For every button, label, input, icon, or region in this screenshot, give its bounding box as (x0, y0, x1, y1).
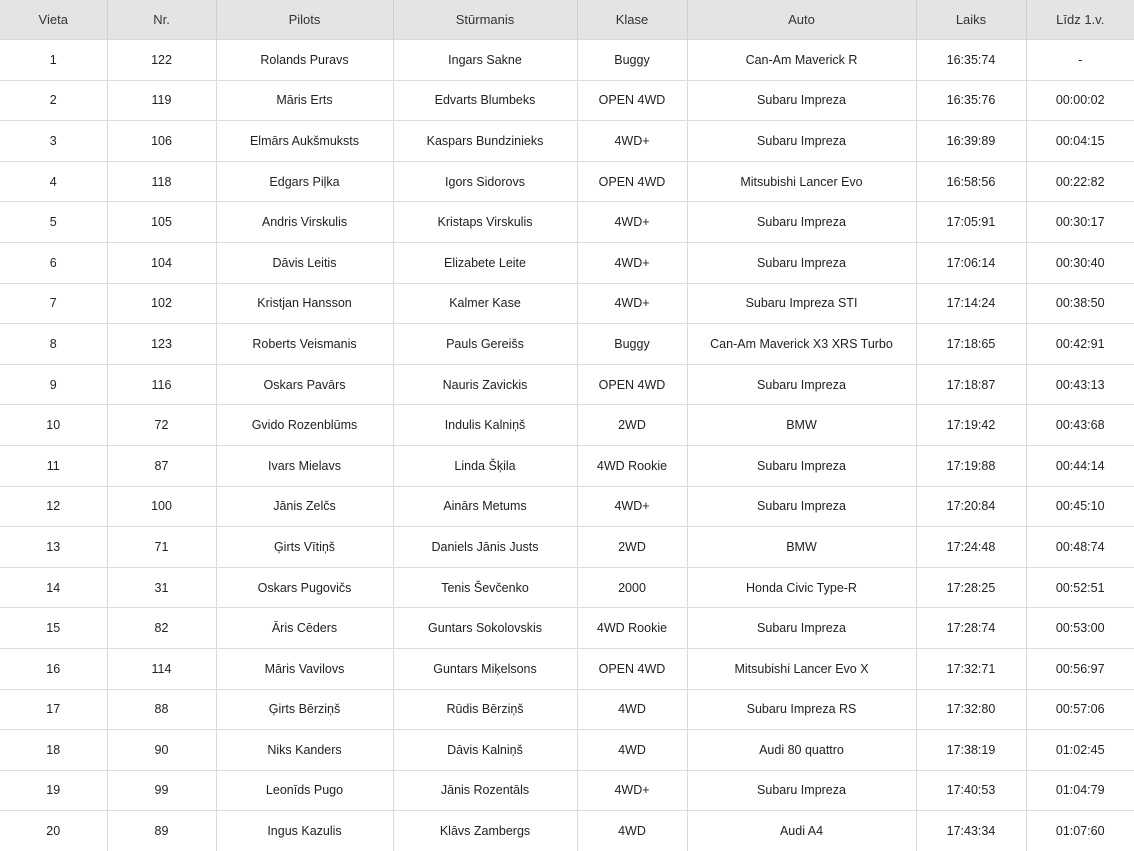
cell-auto: Subaru Impreza (687, 608, 916, 649)
header-pilots[interactable]: Pilots (216, 0, 393, 40)
cell-pilots: Jānis Zelčs (216, 486, 393, 527)
cell-lidz-1v: 00:48:74 (1026, 527, 1134, 568)
cell-vieta: 18 (0, 730, 107, 771)
cell-lidz-1v: 00:43:68 (1026, 405, 1134, 446)
cell-auto: Subaru Impreza (687, 121, 916, 162)
table-row (0, 161, 1134, 202)
cell-pilots: Leonīds Pugo (216, 770, 393, 811)
cell-laiks: 17:43:34 (916, 811, 1026, 851)
cell-laiks: 17:18:87 (916, 364, 1026, 405)
cell-lidz-1v: 00:00:02 (1026, 80, 1134, 121)
cell-klase: 4WD (577, 730, 687, 771)
cell-pilots: Rolands Puravs (216, 40, 393, 81)
cell-klase: 2000 (577, 567, 687, 608)
cell-sturmanis: Dāvis Kalniņš (393, 730, 577, 771)
cell-nr: 87 (107, 445, 216, 486)
header-klase[interactable]: Klase (577, 0, 687, 40)
cell-vieta: 16 (0, 648, 107, 689)
cell-nr: 123 (107, 324, 216, 365)
cell-sturmanis: Kristaps Virskulis (393, 202, 577, 243)
cell-laiks: 17:40:53 (916, 770, 1026, 811)
cell-laiks: 17:32:71 (916, 648, 1026, 689)
cell-sturmanis: Kalmer Kase (393, 283, 577, 324)
cell-auto: BMW (687, 405, 916, 446)
cell-klase: 4WD (577, 689, 687, 730)
cell-sturmanis: Pauls Gereišs (393, 324, 577, 365)
cell-lidz-1v: 00:45:10 (1026, 486, 1134, 527)
cell-klase: 4WD+ (577, 242, 687, 283)
table-row (0, 486, 1134, 527)
cell-klase: 4WD+ (577, 202, 687, 243)
cell-pilots: Dāvis Leitis (216, 242, 393, 283)
cell-nr: 114 (107, 648, 216, 689)
cell-nr: 122 (107, 40, 216, 81)
cell-auto: Subaru Impreza (687, 486, 916, 527)
cell-klase: 4WD Rookie (577, 608, 687, 649)
cell-laiks: 17:14:24 (916, 283, 1026, 324)
cell-klase: OPEN 4WD (577, 648, 687, 689)
cell-nr: 105 (107, 202, 216, 243)
cell-sturmanis: Kaspars Bundzinieks (393, 121, 577, 162)
cell-klase: OPEN 4WD (577, 161, 687, 202)
cell-laiks: 17:18:65 (916, 324, 1026, 365)
table-row (0, 445, 1134, 486)
cell-pilots: Oskars Pavārs (216, 364, 393, 405)
cell-laiks: 17:28:74 (916, 608, 1026, 649)
table-row (0, 80, 1134, 121)
table-row (0, 567, 1134, 608)
cell-pilots: Kristjan Hansson (216, 283, 393, 324)
cell-vieta: 6 (0, 242, 107, 283)
cell-nr: 116 (107, 364, 216, 405)
cell-sturmanis: Rūdis Bērziņš (393, 689, 577, 730)
table-row (0, 40, 1134, 81)
table-row (0, 811, 1134, 851)
cell-vieta: 13 (0, 527, 107, 568)
cell-vieta: 1 (0, 40, 107, 81)
cell-laiks: 17:38:19 (916, 730, 1026, 771)
table-row (0, 689, 1134, 730)
table-row (0, 324, 1134, 365)
cell-lidz-1v: 00:04:15 (1026, 121, 1134, 162)
cell-sturmanis: Daniels Jānis Justs (393, 527, 577, 568)
cell-auto: Subaru Impreza (687, 80, 916, 121)
cell-lidz-1v: 01:04:79 (1026, 770, 1134, 811)
cell-nr: 89 (107, 811, 216, 851)
results-body (0, 40, 1134, 851)
cell-sturmanis: Indulis Kalniņš (393, 405, 577, 446)
header-auto[interactable]: Auto (687, 0, 916, 40)
cell-klase: OPEN 4WD (577, 364, 687, 405)
cell-vieta: 15 (0, 608, 107, 649)
cell-auto: Mitsubishi Lancer Evo (687, 161, 916, 202)
cell-laiks: 16:58:56 (916, 161, 1026, 202)
cell-pilots: Ģirts Bērziņš (216, 689, 393, 730)
cell-lidz-1v: 00:53:00 (1026, 608, 1134, 649)
cell-sturmanis: Ingars Sakne (393, 40, 577, 81)
cell-vieta: 7 (0, 283, 107, 324)
header-nr[interactable]: Nr. (107, 0, 216, 40)
cell-sturmanis: Tenis Ševčenko (393, 567, 577, 608)
cell-auto: Subaru Impreza (687, 770, 916, 811)
cell-pilots: Ģirts Vītiņš (216, 527, 393, 568)
cell-lidz-1v: 00:52:51 (1026, 567, 1134, 608)
cell-laiks: 17:32:80 (916, 689, 1026, 730)
table-row (0, 648, 1134, 689)
cell-sturmanis: Jānis Rozentāls (393, 770, 577, 811)
table-row (0, 405, 1134, 446)
cell-pilots: Ingus Kazulis (216, 811, 393, 851)
cell-lidz-1v: 00:42:91 (1026, 324, 1134, 365)
cell-vieta: 17 (0, 689, 107, 730)
cell-pilots: Edgars Piļka (216, 161, 393, 202)
cell-sturmanis: Guntars Miķelsons (393, 648, 577, 689)
cell-nr: 71 (107, 527, 216, 568)
cell-sturmanis: Linda Šķila (393, 445, 577, 486)
cell-auto: Subaru Impreza STI (687, 283, 916, 324)
cell-auto: Subaru Impreza (687, 364, 916, 405)
table-row (0, 283, 1134, 324)
cell-sturmanis: Guntars Sokolovskis (393, 608, 577, 649)
cell-vieta: 3 (0, 121, 107, 162)
cell-laiks: 17:05:91 (916, 202, 1026, 243)
cell-pilots: Māris Vavilovs (216, 648, 393, 689)
cell-klase: 4WD+ (577, 486, 687, 527)
table-row (0, 730, 1134, 771)
cell-lidz-1v: 00:57:06 (1026, 689, 1134, 730)
cell-klase: 4WD (577, 811, 687, 851)
cell-vieta: 20 (0, 811, 107, 851)
cell-pilots: Āris Cēders (216, 608, 393, 649)
cell-nr: 106 (107, 121, 216, 162)
cell-lidz-1v: 00:38:50 (1026, 283, 1134, 324)
table-row (0, 770, 1134, 811)
cell-vieta: 12 (0, 486, 107, 527)
cell-sturmanis: Klāvs Zambergs (393, 811, 577, 851)
cell-klase: 2WD (577, 527, 687, 568)
cell-nr: 72 (107, 405, 216, 446)
cell-laiks: 17:24:48 (916, 527, 1026, 568)
cell-laiks: 17:28:25 (916, 567, 1026, 608)
cell-pilots: Gvido Rozenblūms (216, 405, 393, 446)
table-row (0, 242, 1134, 283)
cell-nr: 82 (107, 608, 216, 649)
cell-laiks: 16:35:76 (916, 80, 1026, 121)
cell-auto: Can-Am Maverick X3 XRS Turbo (687, 324, 916, 365)
table-row (0, 608, 1134, 649)
cell-laiks: 17:20:84 (916, 486, 1026, 527)
cell-nr: 99 (107, 770, 216, 811)
cell-nr: 104 (107, 242, 216, 283)
cell-klase: 4WD+ (577, 121, 687, 162)
header-lidz-1v[interactable]: Līdz 1.v. (1026, 0, 1134, 40)
cell-pilots: Elmārs Aukšmuksts (216, 121, 393, 162)
cell-klase: 4WD+ (577, 283, 687, 324)
cell-klase: 4WD Rookie (577, 445, 687, 486)
cell-laiks: 16:35:74 (916, 40, 1026, 81)
cell-nr: 100 (107, 486, 216, 527)
cell-pilots: Ivars Mielavs (216, 445, 393, 486)
cell-auto: Mitsubishi Lancer Evo X (687, 648, 916, 689)
cell-auto: Honda Civic Type-R (687, 567, 916, 608)
cell-pilots: Andris Virskulis (216, 202, 393, 243)
cell-auto: Subaru Impreza (687, 445, 916, 486)
cell-nr: 119 (107, 80, 216, 121)
cell-nr: 88 (107, 689, 216, 730)
table-row (0, 364, 1134, 405)
cell-auto: BMW (687, 527, 916, 568)
cell-nr: 102 (107, 283, 216, 324)
cell-laiks: 17:19:42 (916, 405, 1026, 446)
cell-pilots: Roberts Veismanis (216, 324, 393, 365)
cell-lidz-1v: 00:44:14 (1026, 445, 1134, 486)
cell-pilots: Māris Erts (216, 80, 393, 121)
cell-laiks: 17:19:88 (916, 445, 1026, 486)
cell-vieta: 11 (0, 445, 107, 486)
cell-vieta: 9 (0, 364, 107, 405)
cell-auto: Audi A4 (687, 811, 916, 851)
cell-auto: Subaru Impreza (687, 202, 916, 243)
cell-laiks: 16:39:89 (916, 121, 1026, 162)
cell-vieta: 5 (0, 202, 107, 243)
cell-vieta: 2 (0, 80, 107, 121)
cell-sturmanis: Nauris Zavickis (393, 364, 577, 405)
cell-pilots: Oskars Pugovičs (216, 567, 393, 608)
table-row (0, 527, 1134, 568)
cell-klase: OPEN 4WD (577, 80, 687, 121)
cell-lidz-1v: 01:07:60 (1026, 811, 1134, 851)
cell-nr: 90 (107, 730, 216, 771)
cell-vieta: 8 (0, 324, 107, 365)
cell-auto: Subaru Impreza RS (687, 689, 916, 730)
cell-sturmanis: Edvarts Blumbeks (393, 80, 577, 121)
cell-sturmanis: Elizabete Leite (393, 242, 577, 283)
header-vieta[interactable]: Vieta (0, 0, 107, 40)
table-row (0, 202, 1134, 243)
cell-vieta: 10 (0, 405, 107, 446)
cell-klase: 2WD (577, 405, 687, 446)
cell-auto: Can-Am Maverick R (687, 40, 916, 81)
header-laiks[interactable]: Laiks (916, 0, 1026, 40)
cell-lidz-1v: 00:30:40 (1026, 242, 1134, 283)
cell-vieta: 14 (0, 567, 107, 608)
table-row (0, 121, 1134, 162)
cell-sturmanis: Ainārs Metums (393, 486, 577, 527)
header-sturmanis[interactable]: Stūrmanis (393, 0, 577, 40)
table-header-row (0, 0, 1134, 40)
cell-klase: 4WD+ (577, 770, 687, 811)
cell-lidz-1v: 00:43:13 (1026, 364, 1134, 405)
cell-vieta: 4 (0, 161, 107, 202)
cell-lidz-1v: 00:30:17 (1026, 202, 1134, 243)
cell-nr: 118 (107, 161, 216, 202)
cell-vieta: 19 (0, 770, 107, 811)
cell-lidz-1v: - (1026, 40, 1134, 81)
cell-auto: Audi 80 quattro (687, 730, 916, 771)
cell-nr: 31 (107, 567, 216, 608)
cell-laiks: 17:06:14 (916, 242, 1026, 283)
cell-pilots: Niks Kanders (216, 730, 393, 771)
cell-auto: Subaru Impreza (687, 242, 916, 283)
cell-sturmanis: Igors Sidorovs (393, 161, 577, 202)
cell-lidz-1v: 00:22:82 (1026, 161, 1134, 202)
cell-lidz-1v: 01:02:45 (1026, 730, 1134, 771)
cell-lidz-1v: 00:56:97 (1026, 648, 1134, 689)
cell-klase: Buggy (577, 324, 687, 365)
cell-klase: Buggy (577, 40, 687, 81)
